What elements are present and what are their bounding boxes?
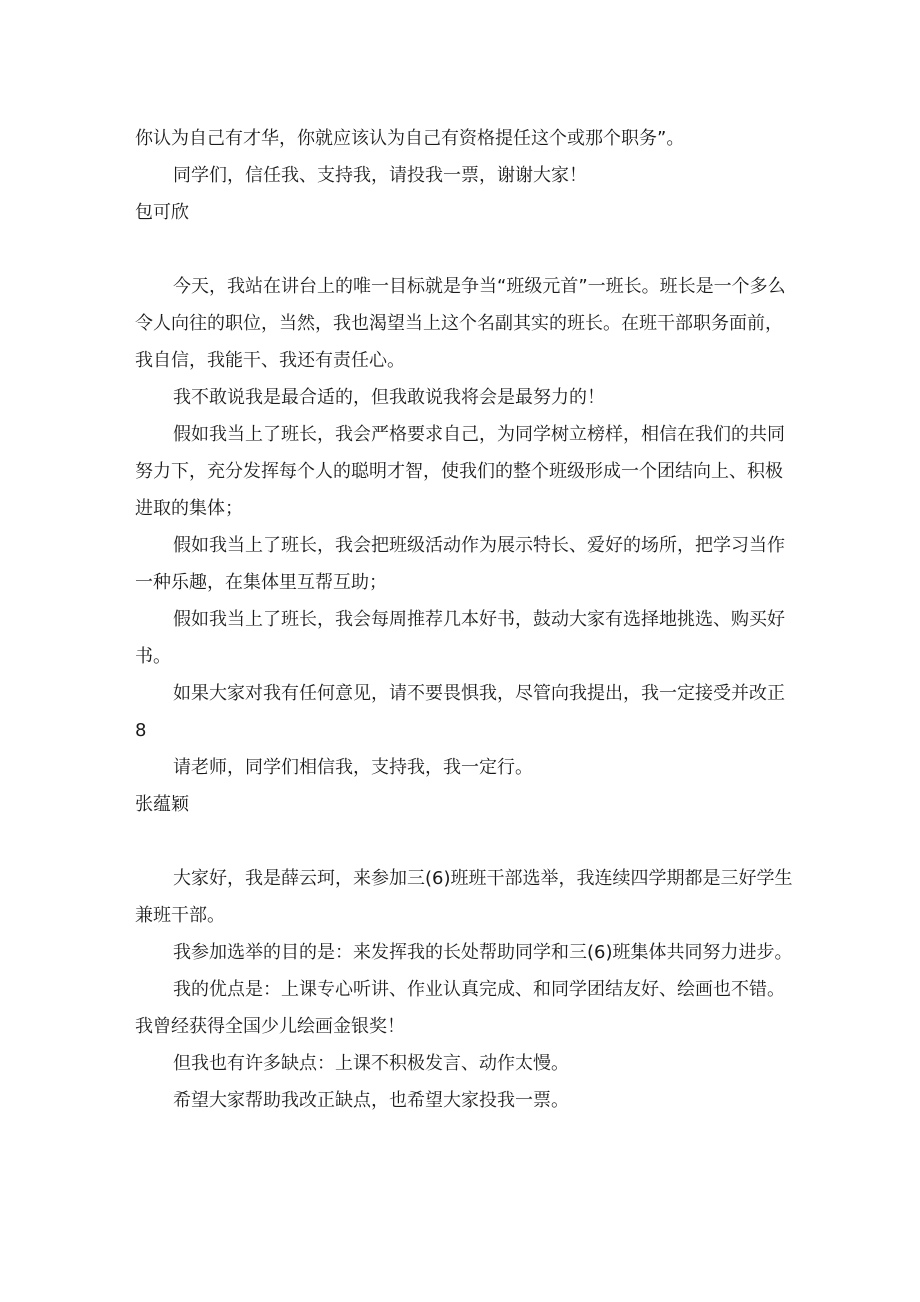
paragraph: 我不敢说我是最合适的，但我敢说我将会是最努力的！ [173,387,605,408]
paragraph: 我参加选举的目的是：来发挥我的长处帮助同学和三(6)班集体共同努力进步。 [173,942,793,963]
paragraph: 假如我当上了班长，我会每周推荐几本好书，鼓动大家有选择地挑选、购买好书。 [135,609,785,667]
paragraph: 我的优点是：上课专心听讲、作业认真完成、和同学团结友好、绘画也不错。我曾经获得全国少儿绘画金银奖！ [135,979,785,1037]
signature-name: 张蕴颖 [135,794,189,815]
paragraph-vote-appeal: 同学们，信任我、支持我，请投我一票，谢谢大家！ [173,165,587,186]
document-body [135,120,795,1119]
paragraph: 假如我当上了班长，我会严格要求自己，为同学树立榜样，相信在我们的共同努力下，充分发挥每个人的聪明才智，使我们的整个班级形成一个团结向上、积极进取的集体； [135,424,785,519]
section-gap [135,231,795,268]
signature-name: 包可欣 [135,202,189,223]
paragraph: 希望大家帮助我改正缺点，也希望大家投我一票。 [173,1090,569,1111]
paragraph: 但我也有许多缺点：上课不积极发言、动作太慢。 [173,1053,569,1074]
paragraph: 如果大家对我有任何意见，请不要畏惧我，尽管向我提出，我一定接受并改正8 [135,683,785,741]
paragraph: 请老师，同学们相信我，支持我，我一定行。 [173,757,533,778]
paragraph: 假如我当上了班长，我会把班级活动作为展示特长、爱好的场所，把学习当作一种乐趣，在集体里互帮互助； [135,535,785,593]
paragraph-intro: 今天，我站在讲台上的唯一目标就是争当“班级元首”一班长。班长是一个多么令人向往的职位，当然，我也渴望当上这个名副其实的班长。在班干部职务面前，我自信，我能干、我还有责任心。 [135,276,786,371]
section-gap [135,823,795,860]
paragraph-intro: 大家好，我是薛云珂，来参加三(6)班班干部选举，我连续四学期都是三好学生兼班干部。 [135,868,793,926]
paragraph-continuation: 你认为自己有才华，你就应该认为自己有资格提任这个或那个职务”。 [135,128,685,149]
